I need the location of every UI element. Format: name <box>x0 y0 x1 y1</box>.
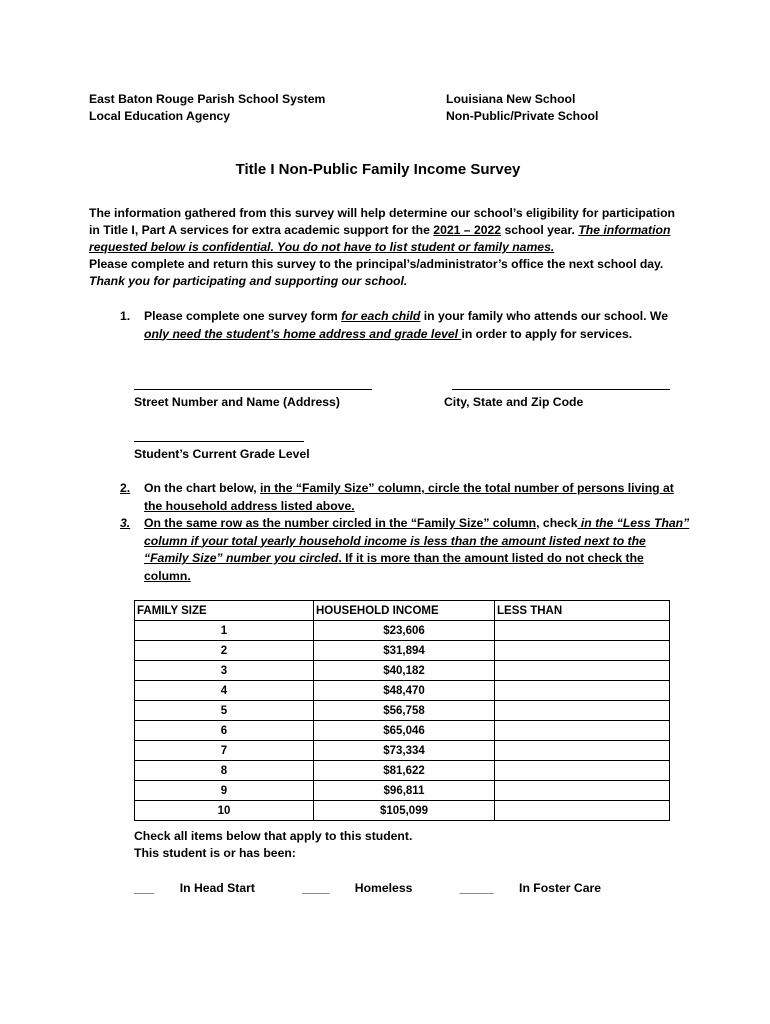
school-system-name: East Baton Rouge Parish School System <box>89 92 326 106</box>
instruction-text: Please complete one survey form <box>144 309 342 323</box>
household-income-cell: $48,470 <box>314 681 495 701</box>
table-row <box>135 621 670 641</box>
table-row <box>135 761 670 781</box>
table-row <box>135 721 670 741</box>
less-than-check-cell[interactable] <box>495 701 670 721</box>
header-household-income: HOUSEHOLD INCOME <box>314 601 495 621</box>
instruction-text: check <box>539 516 578 530</box>
address-label: Street Number and Name (Address) <box>134 395 340 409</box>
less-than-check-cell[interactable] <box>495 681 670 701</box>
checklist-intro <box>134 828 412 862</box>
table-row <box>135 741 670 761</box>
intro-paragraph <box>89 205 689 290</box>
household-income-cell: $73,334 <box>314 741 495 761</box>
less-than-check-cell[interactable] <box>495 781 670 801</box>
household-income-cell: $56,758 <box>314 701 495 721</box>
instruction-emphasis: “Family Size” number you circled <box>144 551 339 565</box>
city-state-zip-input-line[interactable] <box>452 389 670 390</box>
household-income-cell: $65,046 <box>314 721 495 741</box>
family-size-cell[interactable]: 8 <box>135 761 314 781</box>
checkbox-blank[interactable]: ___ <box>134 881 155 895</box>
family-size-cell[interactable]: 5 <box>135 701 314 721</box>
header-family-size: FAMILY SIZE <box>135 601 314 621</box>
less-than-check-cell[interactable] <box>495 761 670 781</box>
household-income-cell: $40,182 <box>314 661 495 681</box>
confidential-note: requested below is confidential. You do not have to list student or family names. <box>89 240 555 254</box>
confidential-note: The information <box>578 223 671 237</box>
income-table <box>134 600 670 821</box>
table-row <box>135 661 670 681</box>
household-income-cell: $81,622 <box>314 761 495 781</box>
school-name: Louisiana New School <box>446 92 576 106</box>
less-than-check-cell[interactable] <box>495 741 670 761</box>
instruction-number: 3. <box>120 516 131 530</box>
instruction-number: 1. <box>120 309 131 323</box>
instruction-text: in your family who attends our school. We <box>420 309 668 323</box>
checkbox-blank[interactable]: ____ <box>302 881 330 895</box>
school-header <box>446 91 598 125</box>
intro-line: The information gathered from this survey will help determine our school’s eligibility for participation <box>89 206 675 220</box>
school-year: 2021 – 2022 <box>433 223 502 237</box>
checkbox-blank[interactable]: _____ <box>459 881 494 895</box>
head-start-option[interactable] <box>134 881 277 895</box>
family-size-cell[interactable]: 10 <box>135 801 314 821</box>
instruction-emphasis: to the <box>609 533 646 548</box>
instruction-emphasis: only need the student’s home address and <box>144 326 395 341</box>
table-row <box>135 681 670 701</box>
table-row <box>135 801 670 821</box>
instruction-emphasis: the household address listed above. <box>144 498 355 513</box>
family-size-cell[interactable]: 6 <box>135 721 314 741</box>
instruction-emphasis: On the same row as the number circled in the “Family Size” column, <box>144 516 540 530</box>
household-income-cell: $105,099 <box>314 801 495 821</box>
grade-level-label: Student’s Current Grade Level <box>134 447 310 461</box>
family-size-cell[interactable]: 3 <box>135 661 314 681</box>
less-than-check-cell[interactable] <box>495 661 670 681</box>
household-income-cell: $31,894 <box>314 641 495 661</box>
family-size-cell[interactable]: 9 <box>135 781 314 801</box>
instruction-emphasis: for each child <box>341 309 421 323</box>
address-input-line[interactable] <box>134 389 372 390</box>
instruction-number: 2. <box>120 481 131 495</box>
thank-you-note: Thank you for participating and supporting our school. <box>89 274 408 288</box>
option-label: In Head Start <box>176 881 255 895</box>
option-label: In Foster Care <box>515 881 602 895</box>
instruction-3 <box>120 515 690 585</box>
household-income-cell: $23,606 <box>314 621 495 641</box>
table-row <box>135 701 670 721</box>
intro-line <box>89 222 689 239</box>
intro-text: school year. <box>501 223 579 237</box>
intro-line: Please complete and return this survey to the principal’s/administrator’s office the next school day. <box>89 257 664 271</box>
family-size-cell[interactable]: 7 <box>135 741 314 761</box>
instruction-text: in order to apply for services. <box>461 326 633 341</box>
lea-label: Local Education Agency <box>89 109 231 123</box>
less-than-check-cell[interactable] <box>495 621 670 641</box>
option-label: Homeless <box>351 881 413 895</box>
instruction-1 <box>120 308 680 343</box>
household-income-cell: $96,811 <box>314 781 495 801</box>
checklist-instruction: Check all items below that apply to this student. <box>134 829 413 843</box>
family-size-cell[interactable]: 2 <box>135 641 314 661</box>
instruction-emphasis: . If it is more than the amount listed do not check the <box>338 551 644 565</box>
city-state-zip-label: City, State and Zip Code <box>444 395 584 409</box>
table-row <box>135 641 670 661</box>
intro-text: in Title I, Part A services for extra academic support for the <box>89 223 434 237</box>
family-size-cell[interactable]: 1 <box>135 621 314 641</box>
instruction-emphasis: in the “Family Size” column, circle the total number of persons living at <box>260 481 674 495</box>
page-title: Title I Non-Public Family Income Survey <box>235 161 521 178</box>
lea-header <box>89 91 325 125</box>
instruction-text: On the chart below, <box>144 481 261 495</box>
homeless-option[interactable] <box>302 881 434 895</box>
less-than-check-cell[interactable] <box>495 641 670 661</box>
header-less-than: LESS THAN <box>495 601 670 621</box>
family-size-cell[interactable]: 4 <box>135 681 314 701</box>
school-type: Non-Public/Private School <box>446 109 599 123</box>
grade-level-input-line[interactable] <box>134 441 304 442</box>
instruction-emphasis: column if your total yearly household income is less than the amount listed next <box>144 533 610 548</box>
instruction-emphasis: column. <box>144 568 191 583</box>
instruction-emphasis: in the “Less Than” <box>577 516 690 530</box>
table-row <box>135 781 670 801</box>
table-header-row <box>135 601 670 621</box>
instruction-emphasis: grade level <box>394 326 462 341</box>
less-than-check-cell[interactable] <box>495 801 670 821</box>
checklist-subtitle: This student is or has been: <box>134 846 296 860</box>
status-checklist <box>134 880 645 897</box>
foster-care-option[interactable] <box>460 881 623 895</box>
less-than-check-cell[interactable] <box>495 721 670 741</box>
instruction-2 <box>120 480 680 515</box>
